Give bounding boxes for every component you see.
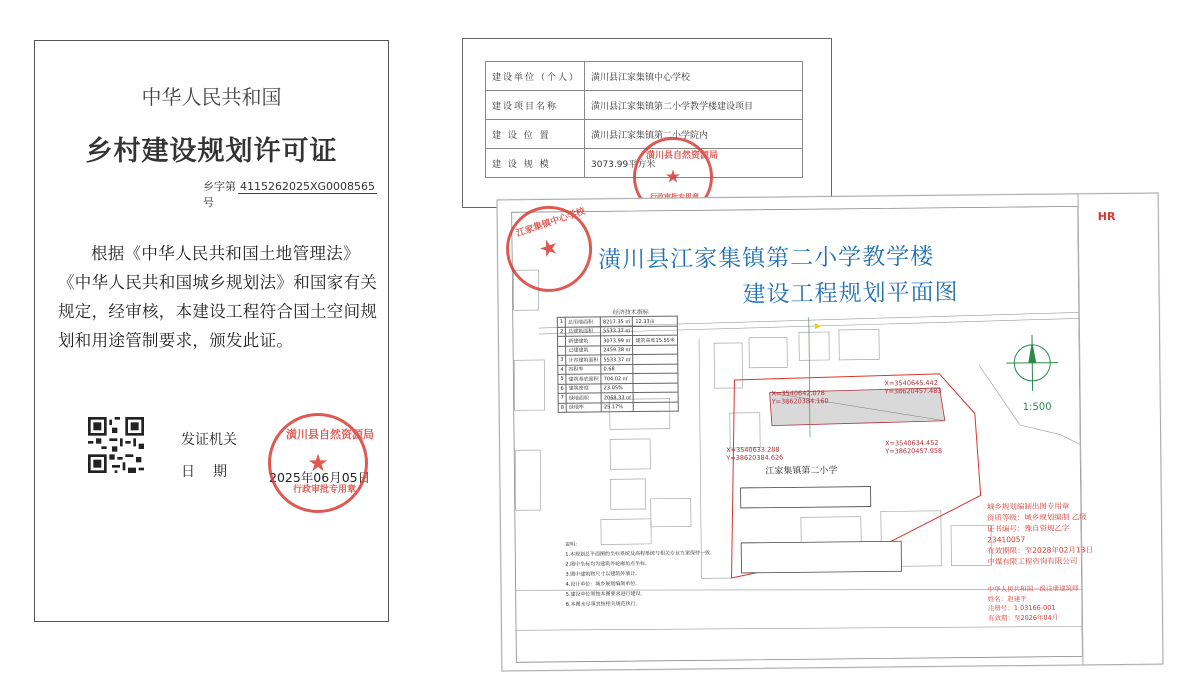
row-label: 建设单位（个人） — [486, 62, 585, 91]
coord-x: X=3540645.442 — [884, 378, 938, 388]
issuer-label: 发证机关 — [181, 432, 237, 448]
company-logo: HR — [1097, 209, 1116, 224]
note-line: 说明： — [565, 541, 581, 548]
cell — [634, 392, 678, 402]
plan-title-line2: 建设工程规划平面图 — [742, 279, 959, 308]
official-seal — [268, 413, 374, 513]
cell: 容积率 — [566, 364, 601, 374]
plan-title-line1: 潢川县江家集镇第二小学教学楼 — [598, 243, 935, 274]
cell: 2 — [557, 327, 565, 337]
cell — [633, 364, 677, 374]
coord-y: Y=38620384.626 — [726, 453, 784, 463]
seal-star-icon: ★ — [535, 233, 563, 264]
seal-inner-text: 行政审批专用章 — [293, 485, 357, 495]
qr-code-icon — [88, 417, 144, 473]
plan-notes — [565, 538, 766, 610]
seal-star-icon: ★ — [664, 166, 682, 188]
table-row — [486, 91, 803, 120]
certificate-number — [203, 178, 388, 210]
school-site-label: 江家集镇第二小学 — [765, 465, 838, 477]
row-value: 潢川县江家集镇中心学校 — [585, 62, 803, 91]
cell: 5533.37 ㎡ — [601, 326, 633, 336]
note-line: 6.本图未尽事宜按相关规范执行。 — [565, 600, 641, 608]
permit-info-form — [462, 38, 832, 208]
cell: 4 — [558, 365, 566, 375]
stamp-line: 有效期：至2026年04月 — [987, 613, 1059, 622]
coord-x: X=3540634.452 — [885, 438, 939, 448]
seal-outer-text: 潢川县自然资源局 — [286, 428, 374, 441]
cell — [633, 354, 677, 364]
cell: 总建筑面积 — [566, 326, 601, 336]
cell: 3 — [558, 355, 566, 365]
cell — [633, 345, 677, 355]
note-line: 2.图中坐标均为建筑外轮廓角点坐标。 — [565, 560, 651, 568]
row-value: 潢川县江家集镇第二小学教学楼建设项目 — [585, 91, 803, 120]
stamp-line: 中华人民共和国一级注册建筑师 — [987, 584, 1079, 594]
cell: 8217.35 ㎡ — [600, 317, 632, 327]
coordinate-label — [885, 439, 942, 456]
cell: 计容建筑面积 — [566, 355, 601, 365]
cell: 新建建筑 — [566, 336, 601, 346]
coordinate-label — [884, 379, 941, 396]
site-plan-sheet — [497, 193, 1164, 672]
cell — [633, 383, 677, 393]
issue-date: 2025年06月05日 — [269, 470, 371, 485]
number-value: 4115262025XG0008565 — [240, 180, 376, 193]
row-label: 建 设 位 置 — [486, 120, 585, 149]
cell: 5533.37 ㎡ — [601, 355, 633, 365]
cell: 704.02 ㎡ — [601, 374, 633, 384]
cell: 2459.38 ㎡ — [601, 345, 633, 355]
cell: 绿地面积 — [566, 393, 601, 403]
cell: 0.68 — [601, 364, 633, 374]
cell: 1 — [557, 317, 565, 327]
note-line: 1.本规划总平面图的坐标系统及高程系统与相关专业方案保持一致。 — [565, 550, 716, 558]
stamp-line: 有效期限：至2028年02月13日 — [987, 545, 1093, 556]
certificate-body: 根据《中华人民共和国土地管理法》《中华人民共和国城乡规划法》和国家有关规定，经审核，本建设工程符合国土空间规划和用途管制要求，颁发此证。 — [58, 244, 378, 350]
planning-permit-certificate — [34, 40, 389, 622]
seal-outer-text: 江家集镇中心学校 — [515, 206, 587, 240]
cell: 7 — [558, 393, 566, 403]
stamp-line: 中煤有限工程咨询有限公司 — [987, 556, 1078, 567]
cell: 2068.33 ㎡ — [601, 393, 633, 403]
title-block — [1078, 194, 1164, 665]
coord-y: Y=38620384.160 — [771, 397, 829, 406]
table-row — [558, 402, 678, 413]
cell: 5 — [558, 374, 566, 384]
stamp-line: 城乡规划编制出图专用章 — [986, 501, 1070, 512]
seal-outer-text: 潢川县自然资源局 — [646, 151, 719, 161]
row-value: 潢川县江家集镇第二小学院内 — [585, 120, 803, 149]
country-name: 中华人民共和国 — [141, 85, 282, 109]
table-row — [486, 120, 803, 149]
cell: 已建建筑 — [566, 345, 601, 355]
note-line: 5.建设单位须按本图要求进行建设。 — [565, 590, 646, 598]
cell: 绿地率 — [566, 402, 601, 412]
table-row — [486, 62, 803, 91]
cell — [633, 373, 677, 383]
cell: 12.33亩 — [633, 316, 677, 326]
cell: 建筑基底面积 — [566, 374, 601, 384]
tech-indicators-table — [557, 316, 679, 413]
stamp-line: 资质等级：城乡规划编制 乙级 — [986, 512, 1087, 523]
stamp-line: 姓名：赵建平 — [987, 594, 1027, 603]
row-value: 3073.99平方米 — [585, 149, 803, 178]
scale-label: 1:500 — [1022, 401, 1052, 413]
coord-x: X=3540642.078 — [771, 389, 825, 398]
coord-y: Y=38620457.958 — [885, 446, 943, 456]
cell: 3073.99 ㎡ — [601, 336, 633, 346]
seal-star-icon: ★ — [307, 449, 329, 477]
stamp-line: 证书编号：豫自资规乙字23410057 — [986, 523, 1070, 545]
cell: 总用地面积 — [565, 317, 600, 327]
note-line: 4.设计单位：城乡规划编制单位。 — [565, 580, 641, 588]
row-label: 建设项目名称 — [486, 91, 585, 120]
cell: 8 — [558, 403, 566, 413]
coord-y: Y=38620457.483 — [884, 386, 942, 396]
number-prefix: 乡字第 — [203, 180, 236, 193]
cell: 建筑密度 — [566, 383, 601, 393]
date-label: 日期 — [181, 464, 245, 480]
cell — [634, 402, 678, 412]
stamp-line: 注册号：1 03166-001 — [987, 603, 1056, 613]
coordinate-label — [772, 389, 829, 406]
cell: 23.05% — [601, 383, 633, 393]
coord-x: X=3540633.288 — [726, 445, 780, 455]
certificate-title: 乡村建设规划许可证 — [85, 136, 338, 167]
cell: 25.17% — [601, 402, 633, 412]
row-label: 建 设 规 模 — [486, 149, 585, 178]
cell — [558, 346, 566, 356]
cell: 6 — [558, 384, 566, 394]
cell: 建筑高度15.55米 — [633, 335, 677, 345]
tech-indicators-title: 经济技术指标 — [612, 308, 649, 317]
cell — [633, 326, 677, 336]
coordinate-label — [726, 445, 783, 462]
number-suffix: 号 — [203, 196, 214, 209]
note-line: 3.图中建筑物尺寸以建筑外墙计。 — [565, 570, 641, 578]
cell — [557, 336, 565, 346]
